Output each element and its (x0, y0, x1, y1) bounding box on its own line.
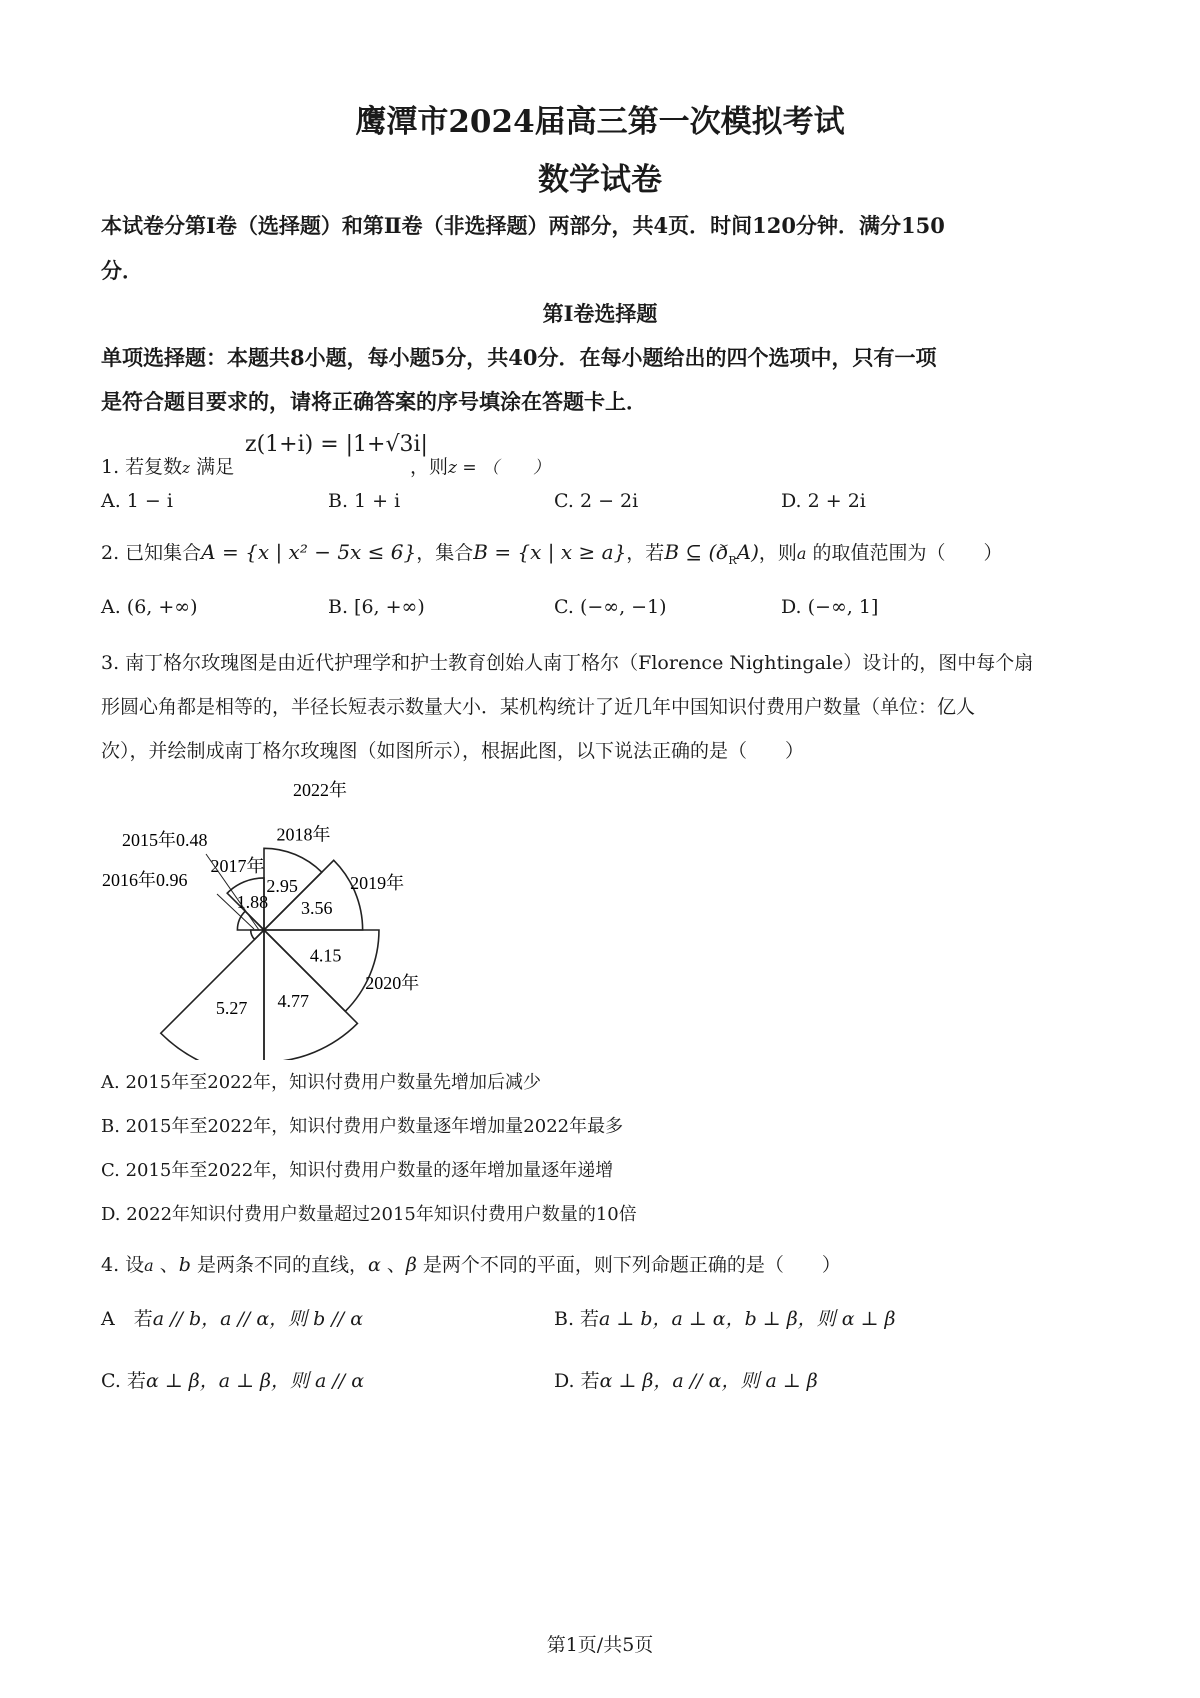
section-title: 第Ⅰ卷选择题 (542, 301, 658, 326)
rose-category-2018: 2018年 (276, 824, 331, 845)
q1-suffix (410, 452, 550, 479)
q1-option-d: D. 2 + 2i (781, 490, 866, 512)
q3-line-1: 3. 南丁格尔玫瑰图是由近代护理学和护士教育创始人南丁格尔（Florence Nightingale）设计的，图中每个扇 (101, 652, 1034, 674)
q4-var-beta: β (405, 1254, 417, 1276)
q1-equation: z(1+i) = |1+√3i| (245, 432, 428, 457)
q1-then: ，则 (410, 456, 449, 478)
q2-stem (101, 538, 1002, 567)
q4-var-b: b (178, 1254, 191, 1276)
q4-stem (101, 1250, 841, 1277)
q1-option-a: A. 1 − i (101, 490, 173, 512)
q2-cond: B ⊆ (ð (664, 540, 729, 564)
rose-value-2021: 4.77 (277, 990, 310, 1011)
q4-option-c-math: α ⊥ β，a ⊥ β，则 a // α (145, 1370, 365, 1392)
rose-category-2019: 2019年 (350, 873, 405, 894)
q2-text-e: 的取值范围为（ ） (806, 542, 1003, 564)
q1-option-b: B. 1 + i (328, 490, 401, 512)
q2-set-b: B = {x | x ≥ a} (473, 540, 627, 564)
q2-var: a (796, 544, 807, 563)
q3-option-a: A. 2015年至2022年，知识付费用户数量先增加后减少 (101, 1072, 542, 1093)
rose-callouts (102, 829, 259, 930)
rose-value-2022: 5.27 (215, 998, 248, 1019)
q4-option-b (554, 1304, 896, 1331)
rose-category-2022: 2022年 (293, 780, 347, 800)
page-footer: 第1页/共5页 (546, 1634, 654, 1656)
q3-option-d: D. 2022年知识付费用户数量超过2015年知识付费用户数量的10倍 (101, 1204, 637, 1225)
q2-cond-sub: R (728, 553, 737, 567)
q2-set-a: A = {x | x² − 5x ≤ 6} (201, 540, 417, 564)
intro-line-2: 分． (101, 258, 143, 283)
q2-option-c: C. (−∞, −1) (554, 596, 667, 618)
q2-text-b: ，集合 (416, 542, 474, 564)
q3-option-b: B. 2015年至2022年，知识付费用户数量逐年增加量2022年最多 (101, 1116, 624, 1137)
q1-prefix: 1. 若复数 (101, 456, 183, 478)
q4-option-b-math: a ⊥ b，a ⊥ α，b ⊥ β，则 α ⊥ β (599, 1308, 896, 1330)
q2-text-c: ，若 (626, 542, 665, 564)
q4-stem-e: 是两个不同的平面，则下列命题正确的是（ ） (416, 1254, 841, 1276)
q4-stem-b: 、 (153, 1254, 179, 1276)
rose-wedge-2016 (237, 911, 264, 930)
callout-2016-label: 2016年0.96 (102, 870, 188, 890)
rose-wedge-2022 (161, 930, 264, 1060)
q4-option-a (101, 1304, 363, 1331)
q4-option-a-label: A 若 (101, 1308, 153, 1330)
q4-var-alpha: α (367, 1254, 381, 1276)
q4-option-c (101, 1366, 364, 1393)
q2-option-a: A. (6, +∞) (101, 596, 198, 618)
q1-ask: z = （ ） (448, 458, 551, 478)
q4-stem-d: 、 (380, 1254, 406, 1276)
q4-option-d-math: α ⊥ β，a // α，则 a ⊥ β (599, 1370, 818, 1392)
q4-option-a-math: a // b，a // α，则 b // α (152, 1308, 364, 1330)
q1-option-c: C. 2 − 2i (554, 490, 639, 512)
q3-option-c: C. 2015年至2022年，知识付费用户数量的逐年增加量逐年递增 (101, 1160, 614, 1181)
q4-option-b-label: B. 若 (554, 1308, 600, 1330)
intro-line-1: 本试卷分第Ⅰ卷（选择题）和第Ⅱ卷（非选择题）两部分，共4页．时间120分钟．满分150 (101, 213, 945, 238)
rose-value-2019: 3.56 (301, 898, 333, 919)
rose-value-2018: 2.95 (266, 876, 298, 897)
q2-text-a: 2. 已知集合 (101, 542, 202, 564)
callout-2015-label: 2015年0.48 (122, 830, 208, 850)
q2-option-d: D. (−∞, 1] (781, 596, 879, 618)
nightingale-rose-chart (90, 770, 490, 1060)
q4-option-c-label: C. 若 (101, 1370, 146, 1392)
q2-text-d: ，则 (758, 542, 797, 564)
q2-cond-end: A) (736, 540, 759, 564)
exam-subtitle: 数学试卷 (538, 162, 662, 198)
q3-line-2: 形圆心角都是相等的，半径长短表示数量大小．某机构统计了近几年中国知识付费用户数量（单位：亿人 (101, 696, 976, 718)
instructions-line-1: 单项选择题：本题共8小题，每小题5分，共40分．在每小题给出的四个选项中，只有一项 (101, 345, 937, 370)
q2-option-b: B. [6, +∞) (328, 596, 425, 618)
rose-value-2020: 4.15 (309, 945, 342, 966)
q4-stem-c: 是两条不同的直线， (190, 1254, 368, 1276)
rose-category-2017: 2017年 (210, 855, 265, 876)
q4-var-a: a (144, 1256, 154, 1275)
q1-mid: 满足 (190, 456, 235, 478)
rose-value-labels (216, 876, 342, 1018)
rose-category-2020: 2020年 (365, 973, 420, 994)
q4-stem-a: 4. 设 (101, 1254, 145, 1276)
q4-option-d-label: D. 若 (554, 1370, 600, 1392)
rose-value-2017: 1.88 (236, 892, 269, 913)
exam-title: 鹰潭市2024届高三第一次模拟考试 (355, 104, 845, 140)
q1-stem (101, 452, 234, 479)
instructions-line-2: 是符合题目要求的，请将正确答案的序号填涂在答题卡上． (101, 389, 647, 414)
q3-line-3: 次），并绘制成南丁格尔玫瑰图（如图所示），根据此图，以下说法正确的是（ ） (101, 740, 805, 762)
q4-option-d (554, 1366, 818, 1393)
q1-var: z (182, 459, 191, 477)
